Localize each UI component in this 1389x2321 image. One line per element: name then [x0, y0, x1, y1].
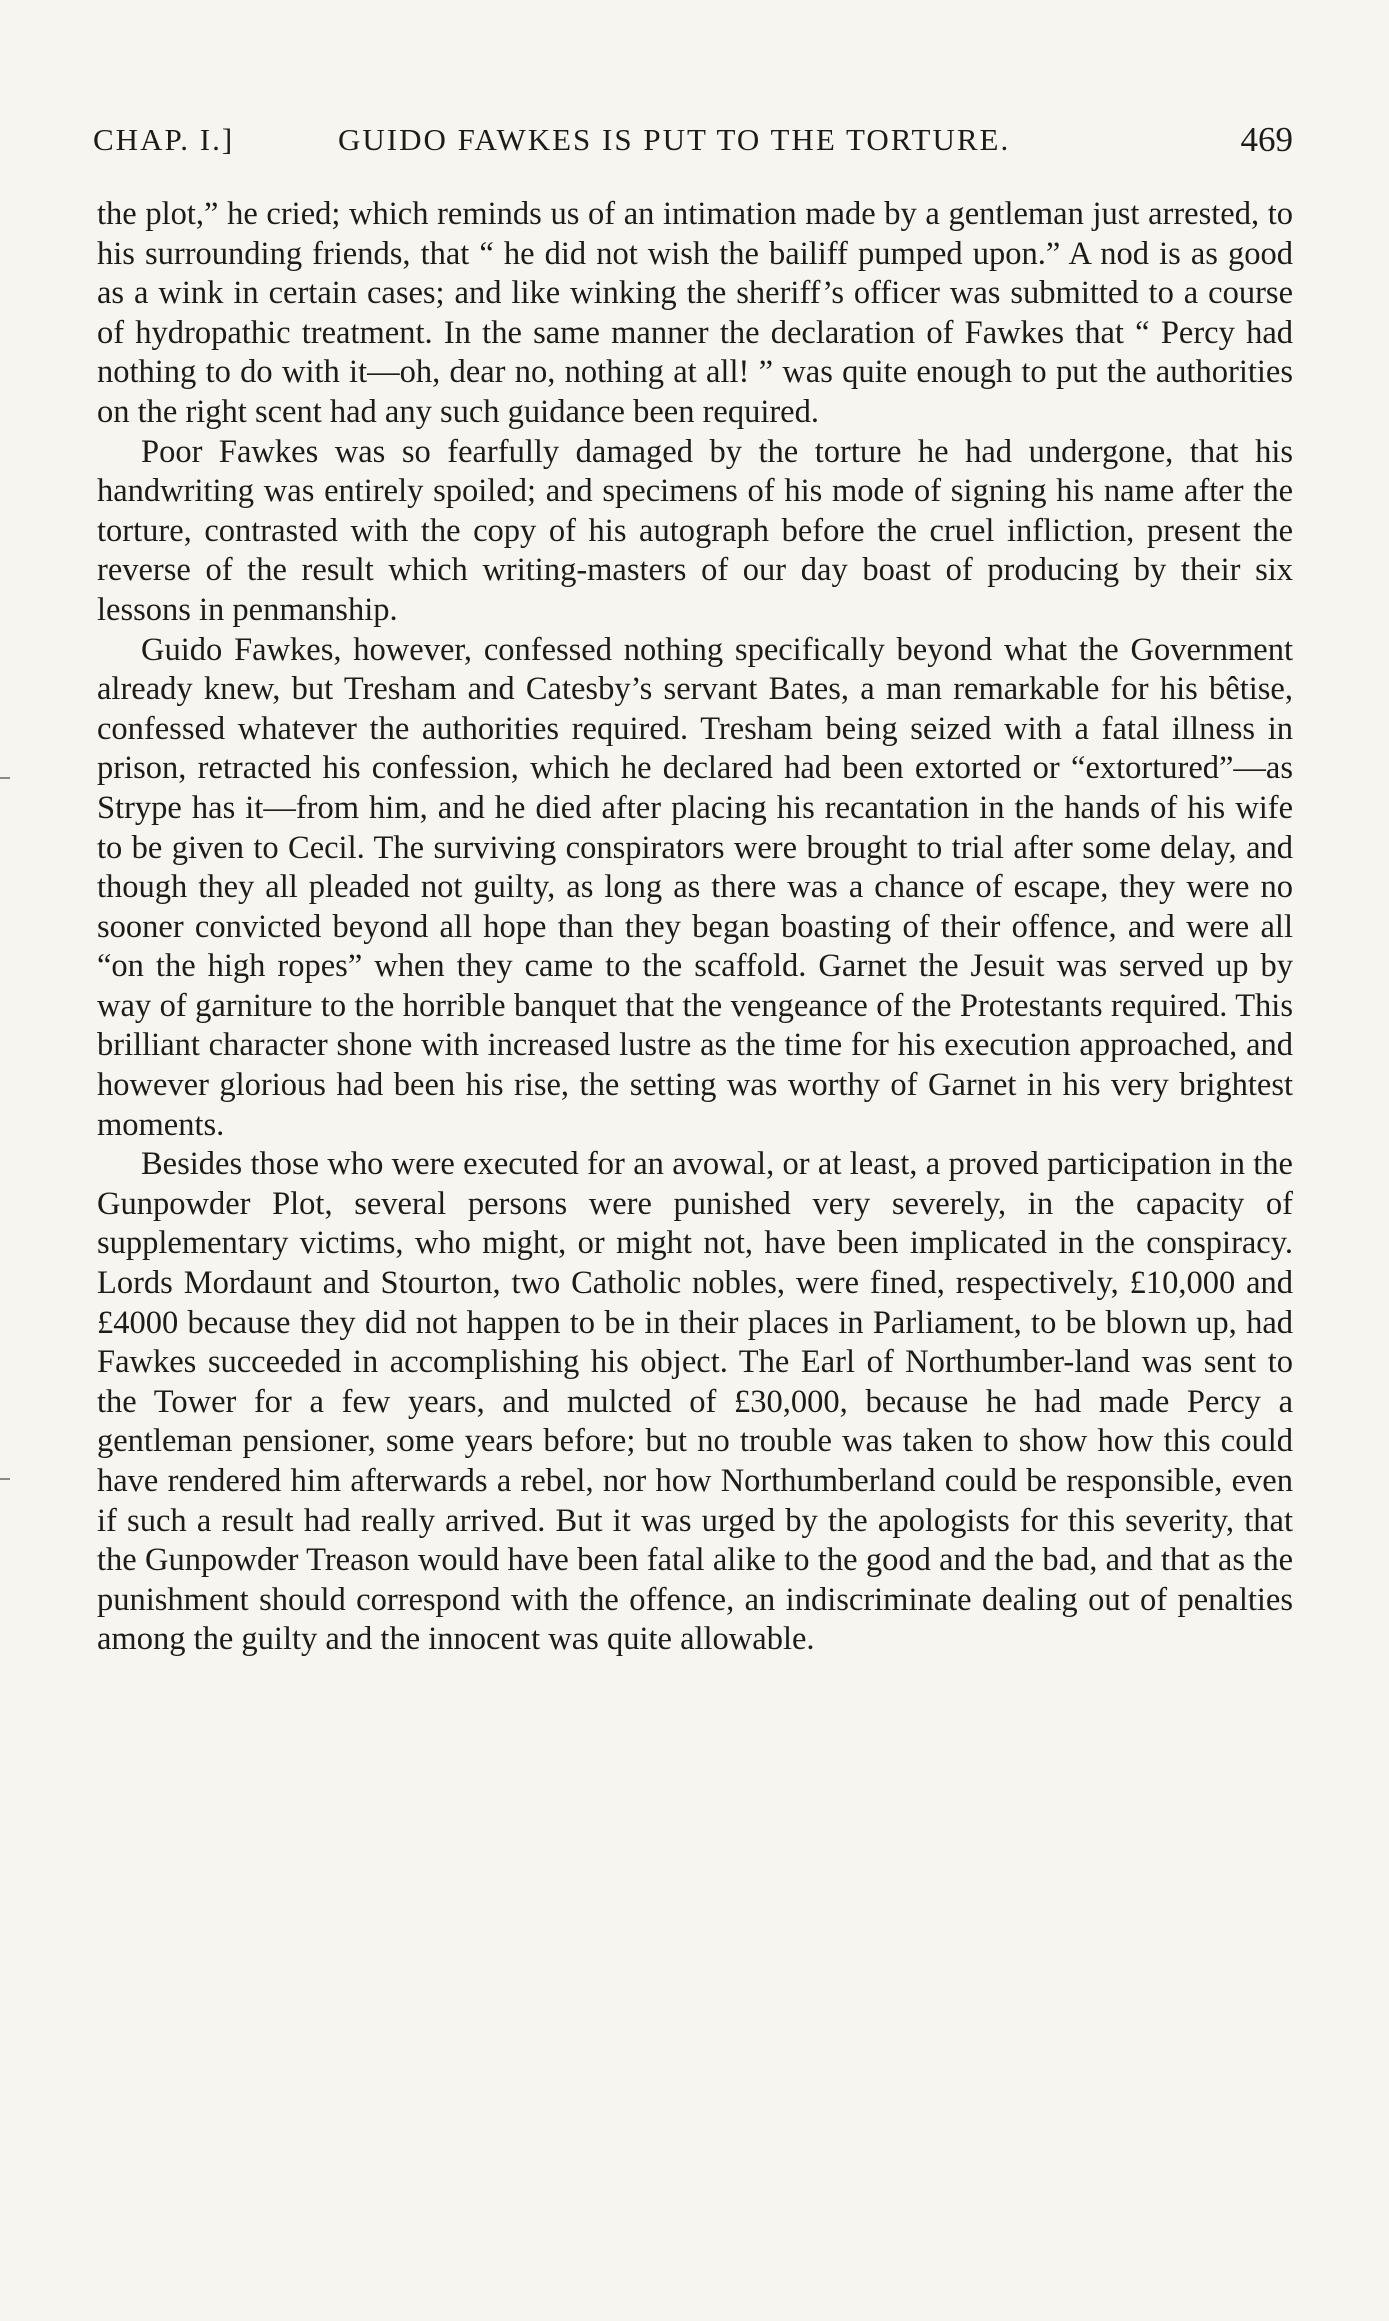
running-head — [93, 118, 1293, 162]
running-title: GUIDO FAWKES IS PUT TO THE TORTURE. — [338, 122, 1011, 157]
paragraph-confessions-trial: Guido Fawkes, however, confessed nothing specifically beyond what the Government already knew, but Tresham and Catesby’s servant Bates, a man remarkable for his bêtise, confessed whatever the authorities required. Tresham being seized with a fatal illness in prison, retracted his confession, which he declared had been extorted or “extortured”—as Strype has it—from him, and he died after placing his recantation in the hands of his wife to be given to Cecil. The surviving conspirators were brought to trial after some delay, and though they all pleaded not guilty, as long as there was a chance of escape, they were no sooner convicted beyond all hope than they began boasting of their offence, and were all “on the high ropes” when they came to the scaffold. Garnet the Jesuit was served up by way of garniture to the horrible banquet that the vengeance of the Protestants required. This brilliant character shone with increased lustre as the time for his execution approached, and however glorious had been his rise, the setting was worthy of Garnet in his very brightest moments. — [97, 631, 1293, 1143]
paragraph-supplementary-victims: Besides those who were executed for an avowal, or at least, a proved participation in the Gunpowder Plot, several persons were punished very severely, in the capacity of supplementary victims, who might, or might not, have been implicated in the conspiracy. Lords Mordaunt and Stourton, two Catholic nobles, were fined, respectively, £10,000 and £4000 because they did not happen to be in their places in Parliament, to be blown up, had Fawkes succeeded in accomplishing his object. The Earl of Northumber-land was sent to the Tower for a few years, and mulcted of £30,000, because he had made Percy a gentleman pensioner, some years before; but no trouble was taken to show how this could have rendered him afterwards a rebel, nor how Northumberland could be responsible, even if such a result had really arrived. But it was urged by the apologists for this severity, that the Gunpowder Treason would have been fatal alike to the good and the bad, and that as the punishment should correspond with the offence, an indiscriminate dealing out of penalties among the guilty and the innocent was quite allowable. — [97, 1146, 1293, 1658]
paragraph-fawkes-handwriting: Poor Fawkes was so fearfully damaged by the torture he had undergone, that his handwriting was entirely spoiled; and specimens of his mode of signing his name after the torture, contrasted with the copy of his autograph before the cruel infliction, present the reverse of the result which writing-masters of our day boast of producing by their six lessons in penmanship. — [97, 433, 1293, 628]
margin-mark — [0, 777, 10, 779]
body-text — [97, 195, 1293, 1660]
paragraph-continued: the plot,” he cried; which reminds us of an intimation made by a gentleman just arrested, to his surrounding friends, that “ he did not wish the bailiff pumped upon.” A nod is as good as a wink in certain cases; and like winking the sheriff’s officer was submitted to a course of hydropathic treatment. In the same manner the declaration of Fawkes that “ Percy had nothing to do with it—oh, dear no, nothing at all! ” was quite enough to put the authorities on the right scent had any such guidance been required. — [97, 196, 1293, 430]
page-number: 469 — [1240, 120, 1293, 159]
margin-mark — [0, 1478, 10, 1480]
chapter-label: CHAP. I.] — [93, 122, 235, 157]
